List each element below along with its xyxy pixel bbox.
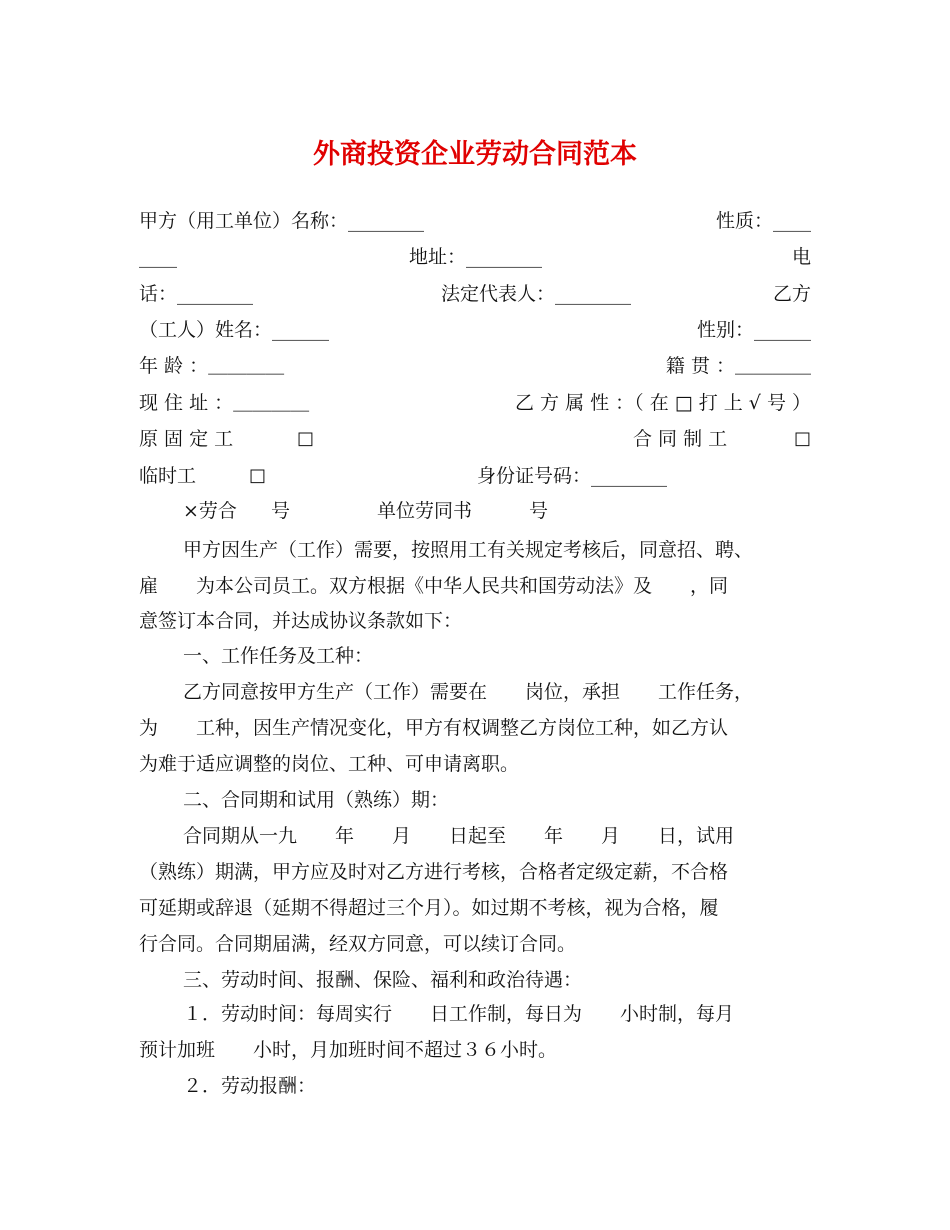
line-contract-ref (139, 493, 811, 529)
body-line: 雇 为本公司员工。双方根据《中华人民共和国劳动法》及 ，同 (139, 575, 729, 597)
line-phone (139, 276, 811, 312)
ref-number-label-2: 号 (529, 500, 549, 522)
gender-field: 性别：______ (696, 319, 811, 341)
body-line: 合同期从一九 年 月 日起至 年 月 日，试用 (183, 825, 735, 847)
line-party-a (139, 203, 811, 239)
phone-field: 话：________ (139, 283, 254, 305)
nature-field-cont: ____ (139, 246, 177, 268)
id-number-field: 身份证号码：________ (477, 465, 668, 487)
fixed-worker-checkbox[interactable]: □ (297, 428, 315, 449)
line-worker-type (139, 421, 811, 457)
party-a-name-field: 甲方（用工单位）名称：________ (139, 210, 425, 232)
residence-field: 现 住 址 ：＿＿＿＿ (139, 392, 310, 414)
body-line: 意签订本合同，并达成协议条款如下： (139, 610, 463, 632)
contract-worker-checkbox[interactable]: □ (793, 428, 811, 449)
body-line: ２．劳动报酬： (183, 1075, 317, 1097)
body-line: 乙方同意按甲方生产（工作）需要在 岗位，承担 工作任务， (183, 681, 754, 703)
body-line: 为难于适应调整的岗位、工种、可申请离职。 (139, 753, 520, 775)
body-line: 可延期或辞退（延期不得超过三个月）。如过期不考核，视为合格，履 (139, 897, 719, 919)
body-line: 甲方因生产（工作）需要，按照用工有关规定考核后，同意招、聘、 (183, 539, 754, 561)
ref-prefix: ×劳合 (183, 500, 237, 522)
body-line: （熟练）期满，甲方应及时对乙方进行考核，合格者定级定薪，不合格 (139, 861, 729, 883)
contract-worker-label: 合 同 制 工 (633, 428, 728, 450)
ref-number-label: 号 (271, 500, 291, 522)
phone-label-1: 电 (791, 246, 811, 268)
fixed-worker-label: 原 固 定 工 (139, 428, 234, 450)
section-heading: 二、合同期和试用（熟练）期： (183, 789, 450, 811)
body-line: 行合同。合同期届满，经双方同意，可以续订合同。 (139, 933, 577, 955)
section-heading: 一、工作任务及工种： (183, 645, 374, 667)
temp-worker-label: 临时工 (139, 465, 197, 487)
native-place-field: 籍 贯 ：＿＿＿＿ (665, 355, 811, 377)
worker-attribute-label: 乙 方 属 性 ：（ 在 □ 打 上 √ 号 ） (515, 392, 811, 414)
party-b-name-field: （工人）姓名：______ (139, 319, 330, 341)
line-party-b (139, 312, 811, 348)
document-title: 外商投资企业劳动合同范本 (313, 139, 637, 170)
body-line: 预计加班 小时，月加班时间不超过３６小时。 (139, 1039, 558, 1061)
temp-worker-checkbox[interactable]: □ (249, 465, 267, 486)
body-line: １．劳动时间：每周实行 日工作制，每日为 小时制，每月 (183, 1003, 735, 1025)
ref-unit-label: 单位劳同书 (377, 500, 473, 522)
section-heading: 三、劳动时间、报酬、保险、福利和政治待遇： (183, 969, 583, 991)
legal-rep-field: 法定代表人：________ (441, 283, 632, 305)
age-field: 年 龄 ：＿＿＿＿ (139, 355, 285, 377)
line-address (139, 239, 811, 275)
body-line: 为 工种，因生产情况变化，甲方有权调整乙方岗位工种，如乙方认 (139, 717, 729, 739)
line-age (139, 348, 811, 384)
nature-field: 性质：____ (715, 210, 811, 232)
party-b-label-1: 乙方 (772, 283, 811, 305)
address-field: 地址：________ (409, 246, 543, 268)
line-residence (139, 385, 811, 421)
line-temp-worker (139, 458, 811, 494)
